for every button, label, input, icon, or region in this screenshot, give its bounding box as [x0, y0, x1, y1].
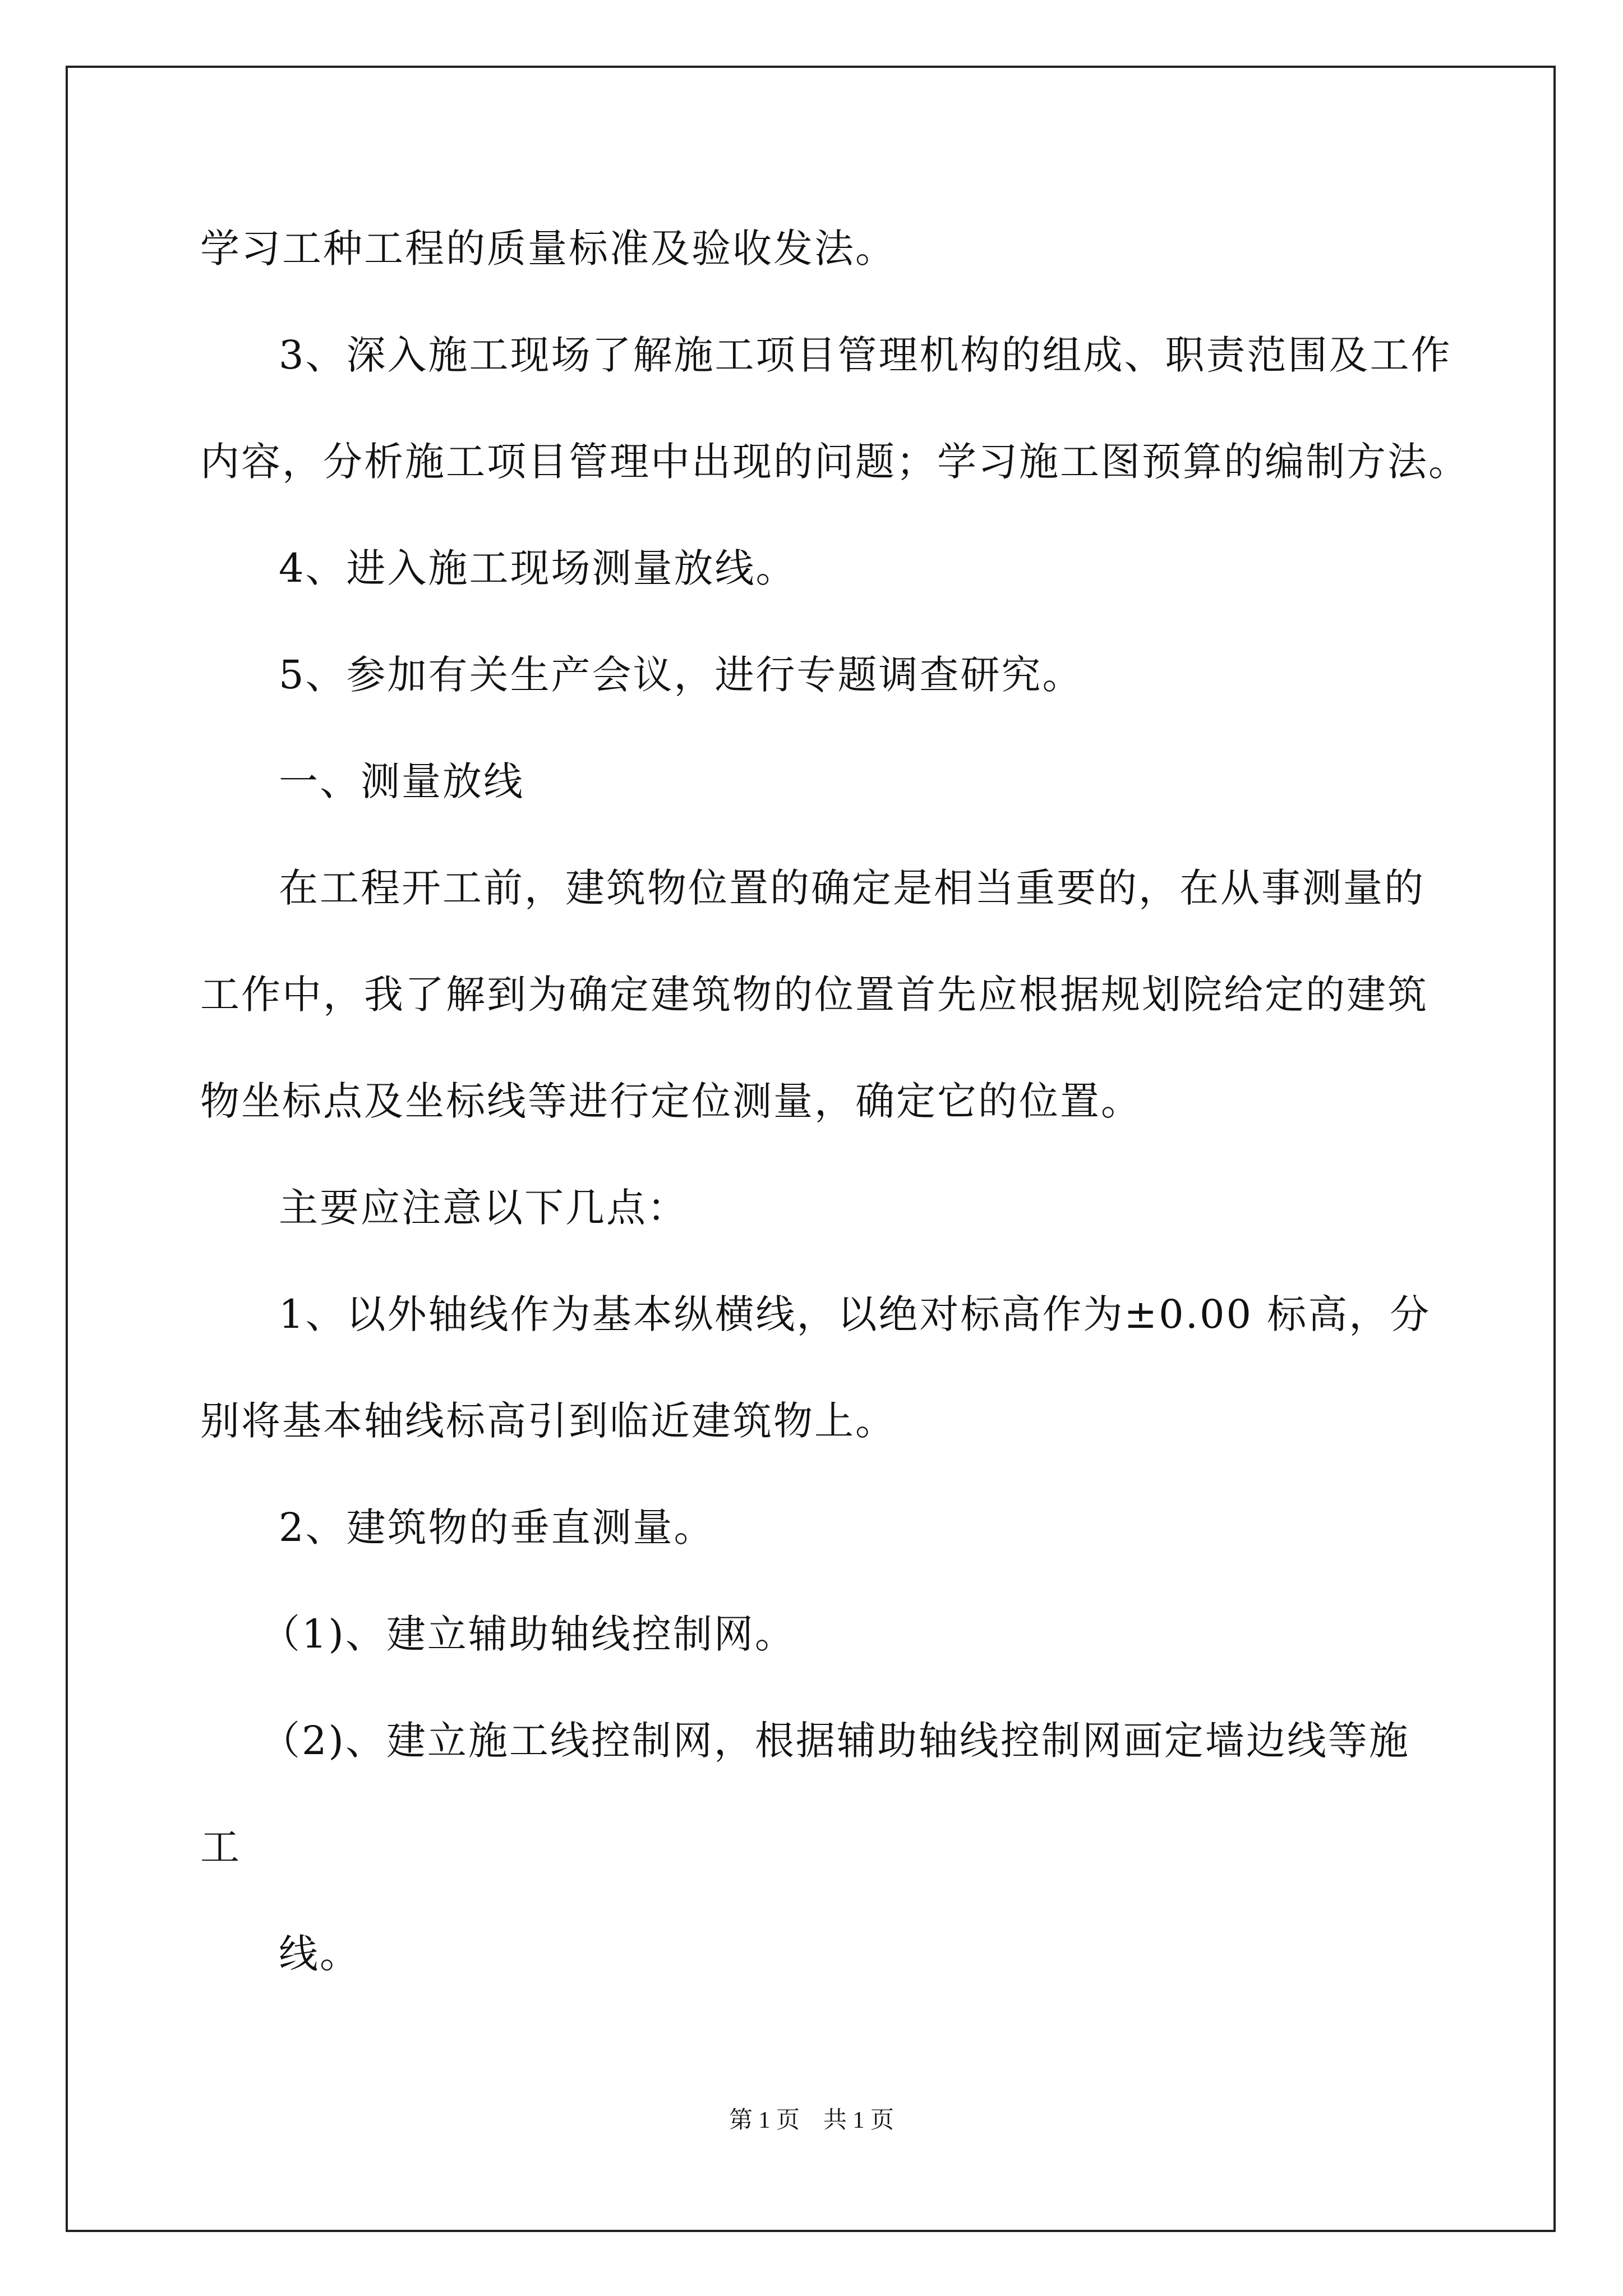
- text-line: 物坐标点及坐标线等进行定位测量，确定它的位置。: [200, 1078, 1142, 1124]
- text-line: 线。: [279, 1931, 361, 1977]
- text-line: 在工程开工前，建筑物位置的确定是相当重要的，在从事测量的: [279, 865, 1425, 911]
- text-line: 2、建筑物的垂直测量。: [279, 1504, 715, 1550]
- section-heading: 一、测量放线: [279, 758, 524, 804]
- text-line: 别将基本轴线标高引到临近建筑物上。: [200, 1398, 896, 1444]
- page-border: [66, 66, 1556, 2232]
- text-line: 4、进入施工现场测量放线。: [279, 545, 797, 591]
- text-line: 主要应注意以下几点：: [279, 1185, 688, 1231]
- text-line: 3、深入施工现场了解施工项目管理机构的组成、职责范围及工作: [279, 332, 1452, 378]
- page-number-footer: 第 1 页 共 1 页: [728, 2108, 894, 2133]
- text-line: （2)、建立施工线控制网，根据辅助轴线控制网画定墙边线等施: [261, 1718, 1410, 1764]
- text-line: 学习工种工程的质量标准及验收发法。: [200, 226, 896, 272]
- text-line: 工: [200, 1824, 241, 1870]
- text-line: 内容，分析施工项目管理中出现的问题；学习施工图预算的编制方法。: [200, 439, 1469, 485]
- text-line: 5、参加有关生产会议，进行专题调查研究。: [279, 652, 1083, 698]
- text-line: （1)、建立辅助轴线控制网。: [261, 1611, 796, 1657]
- text-line: 1、以外轴线作为基本纵横线，以绝对标高作为±0.00 标高，分: [279, 1291, 1431, 1337]
- text-line: 工作中，我了解到为确定建筑物的位置首先应根据规划院给定的建筑: [200, 972, 1428, 1018]
